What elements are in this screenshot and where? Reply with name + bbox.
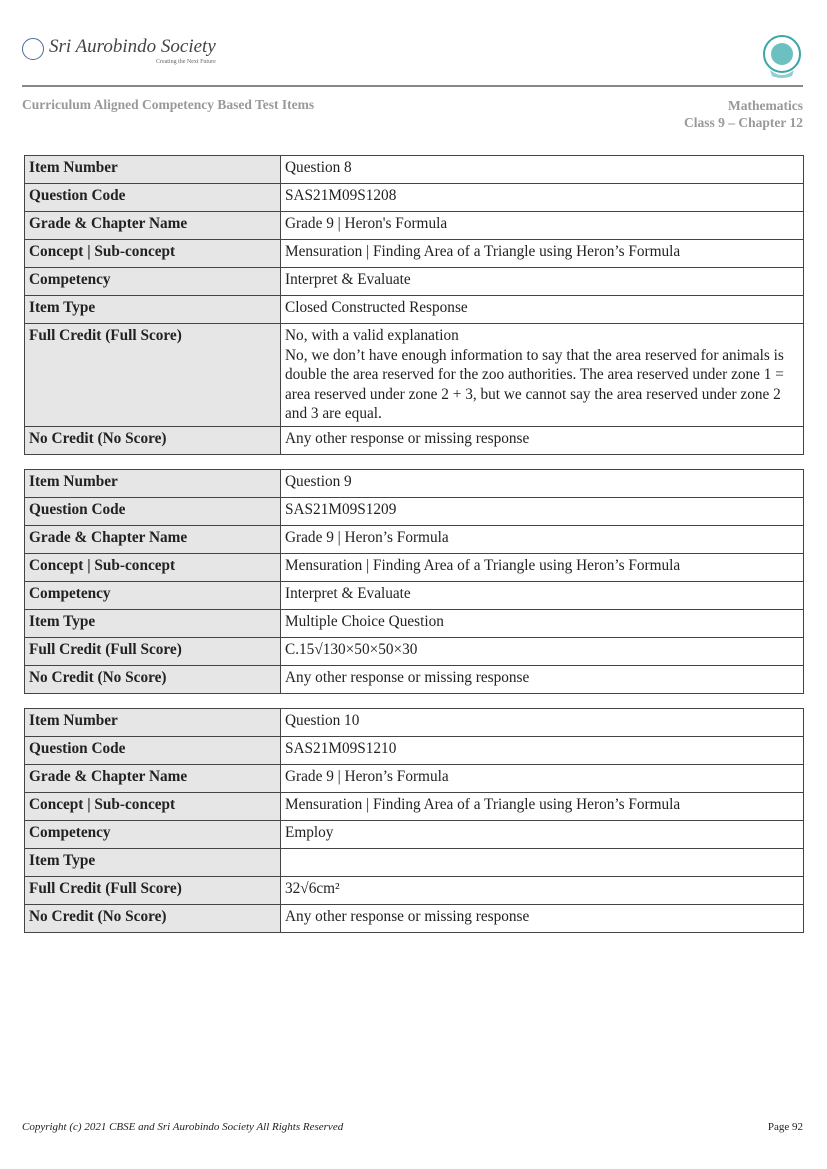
- logo-tagline: Creating the Next Future: [155, 59, 216, 65]
- table-row: [25, 553, 804, 581]
- table-row: [25, 324, 804, 427]
- table-row: [25, 240, 804, 268]
- row-label: Full Credit (Full Score): [25, 876, 281, 904]
- table-row: [25, 184, 804, 212]
- row-label: Item Number: [25, 708, 281, 736]
- item-table-question-9: [24, 469, 804, 694]
- row-value: Any other response or missing response: [281, 665, 804, 693]
- row-value: Mensuration | Finding Area of a Triangle using Heron’s Formula: [281, 240, 804, 268]
- item-tables: [24, 155, 804, 933]
- row-label: Competency: [25, 268, 281, 296]
- row-label: Full Credit (Full Score): [25, 324, 281, 427]
- header-divider: [22, 85, 803, 87]
- row-value: Multiple Choice Question: [281, 609, 804, 637]
- row-value: Grade 9 | Heron's Formula: [281, 212, 804, 240]
- table-row: [25, 736, 804, 764]
- logo-text: Sri Aurobindo Society: [49, 36, 216, 57]
- row-label: Concept | Sub-concept: [25, 792, 281, 820]
- table-row: [25, 268, 804, 296]
- table-row: [25, 497, 804, 525]
- row-value: Question 9: [281, 469, 804, 497]
- row-label: Concept | Sub-concept: [25, 553, 281, 581]
- table-row: [25, 469, 804, 497]
- row-label: No Credit (No Score): [25, 426, 281, 454]
- item-table-question-10: [24, 708, 804, 933]
- row-label: Grade & Chapter Name: [25, 212, 281, 240]
- table-row: [25, 848, 804, 876]
- row-value: Question 8: [281, 156, 804, 184]
- row-value: Interpret & Evaluate: [281, 581, 804, 609]
- cbse-seal-icon: [762, 34, 802, 80]
- row-value: [281, 324, 804, 427]
- row-label: Grade & Chapter Name: [25, 764, 281, 792]
- logo-emblem-icon: [22, 38, 44, 60]
- table-row: [25, 820, 804, 848]
- row-value: [281, 848, 804, 876]
- row-value: Grade 9 | Heron’s Formula: [281, 525, 804, 553]
- row-value: 32√6cm²: [281, 876, 804, 904]
- row-value: Mensuration | Finding Area of a Triangle using Heron’s Formula: [281, 553, 804, 581]
- copyright: Copyright (c) 2021 CBSE and Sri Aurobindo Society All Rights Reserved: [22, 1121, 344, 1133]
- row-value: SAS21M09S1209: [281, 497, 804, 525]
- row-label: Grade & Chapter Name: [25, 525, 281, 553]
- row-value: SAS21M09S1210: [281, 736, 804, 764]
- table-row: [25, 708, 804, 736]
- table-row: [25, 876, 804, 904]
- full-credit-explanation: No, we don’t have enough information to say that the area reserved for animals is double the area reserved for the zoo authorities. The area reserved under zone 1 = area reserved under zone 2 + 3, but we cannot say the area reserved under zone 2 and 3 are equal.: [285, 346, 784, 422]
- class-chapter: Class 9 – Chapter 12: [683, 115, 803, 130]
- row-value: Employ: [281, 820, 804, 848]
- row-value: Closed Constructed Response: [281, 296, 804, 324]
- table-row: [25, 156, 804, 184]
- full-credit-answer: No, with a valid explanation: [285, 327, 459, 344]
- table-row: [25, 792, 804, 820]
- subject-info: [684, 97, 803, 131]
- table-row: [25, 212, 804, 240]
- row-label: Full Credit (Full Score): [25, 637, 281, 665]
- table-row: [25, 764, 804, 792]
- table-row: [25, 296, 804, 324]
- row-value: Mensuration | Finding Area of a Triangle using Heron’s Formula: [281, 792, 804, 820]
- row-label: Question Code: [25, 736, 281, 764]
- table-row: [25, 665, 804, 693]
- row-label: Concept | Sub-concept: [25, 240, 281, 268]
- row-value: Grade 9 | Heron’s Formula: [281, 764, 804, 792]
- row-value: Any other response or missing response: [281, 426, 804, 454]
- document-title: Curriculum Aligned Competency Based Test Items: [22, 97, 315, 112]
- table-row: [25, 904, 804, 932]
- row-label: Competency: [25, 820, 281, 848]
- table-row: [25, 581, 804, 609]
- row-label: No Credit (No Score): [25, 904, 281, 932]
- row-label: Question Code: [25, 184, 281, 212]
- sri-aurobindo-society-logo: [22, 36, 216, 66]
- row-label: Item Number: [25, 156, 281, 184]
- row-label: No Credit (No Score): [25, 665, 281, 693]
- row-label: Item Type: [25, 296, 281, 324]
- row-value: Any other response or missing response: [281, 904, 804, 932]
- row-value: SAS21M09S1208: [281, 184, 804, 212]
- row-label: Item Number: [25, 469, 281, 497]
- row-value: C.15√130×50×50×30: [281, 637, 804, 665]
- row-label: Competency: [25, 581, 281, 609]
- table-row: [25, 426, 804, 454]
- row-label: Item Type: [25, 848, 281, 876]
- page-number: Page 92: [767, 1121, 803, 1133]
- logo-words: [49, 36, 216, 66]
- row-value: Question 10: [281, 708, 804, 736]
- table-row: [25, 609, 804, 637]
- row-value: Interpret & Evaluate: [281, 268, 804, 296]
- row-label: Item Type: [25, 609, 281, 637]
- row-label: Question Code: [25, 497, 281, 525]
- item-table-question-8: [24, 155, 804, 455]
- table-row: [25, 637, 804, 665]
- subject: Mathematics: [728, 98, 803, 113]
- table-row: [25, 525, 804, 553]
